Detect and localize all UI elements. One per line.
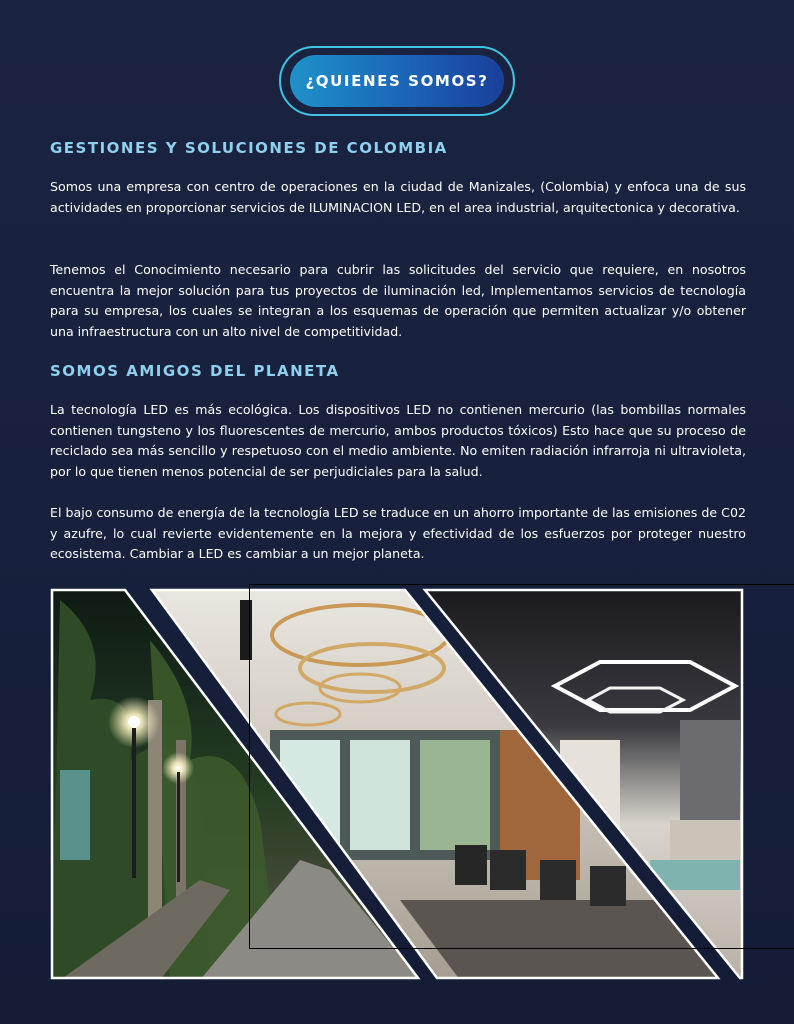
section-title-company: GESTIONES Y SOLUCIONES DE COLOMBIA xyxy=(50,139,448,157)
planet-paragraph-2: El bajo consumo de energía de la tecnología LED se traduce en un ahorro importante de las emisiones de C02 y azufre, lo cual revierte evidentemente en la mejora y efectividad de los esfuerzos por proteger nuestro ecosistema. Cambiar a LED es cambiar a un mejor planeta. xyxy=(50,505,746,561)
section-pill xyxy=(279,46,515,116)
planet-paragraph-1: La tecnología LED es más ecológica. Los dispositivos LED no contienen mercurio (las bombillas normales contienen tungsteno y los fluorescentes de mercurio, ambos productos tóxicos) Esto hace que su proceso de reciclado sea más sencillo y respetuoso con el medio ambiente. No emiten radiación infrarroja ni ultravioleta, por lo que tienen menos potencial de ser perjudiciales para la salud. xyxy=(50,402,746,479)
section-title-planet: SOMOS AMIGOS DEL PLANETA xyxy=(50,362,340,380)
photo-collage xyxy=(0,580,794,1024)
company-paragraph-2: Tenemos el Conocimiento necesario para cubrir las solicitudes del servicio que requiere, en nosotros encuentra la mejor solución para tus proyectos de iluminación led, Implementamos servicios de tecnología para su empresa, los cuales se integran a los esquemas de operación que permiten actualizar y/o obtener una infraestructura con un alto nivel de competitividad. xyxy=(50,262,746,339)
company-paragraph-1: Somos una empresa con centro de operaciones en la ciudad de Manizales, (Colombia) y enfoca una de sus actividades en proporcionar servicios de ILUMINACION LED, en el area industrial, arquitectonica y decorativa. xyxy=(50,179,746,215)
section-pill-label: ¿QUIENES SOMOS? xyxy=(305,72,489,90)
section-pill-inner xyxy=(290,55,504,107)
